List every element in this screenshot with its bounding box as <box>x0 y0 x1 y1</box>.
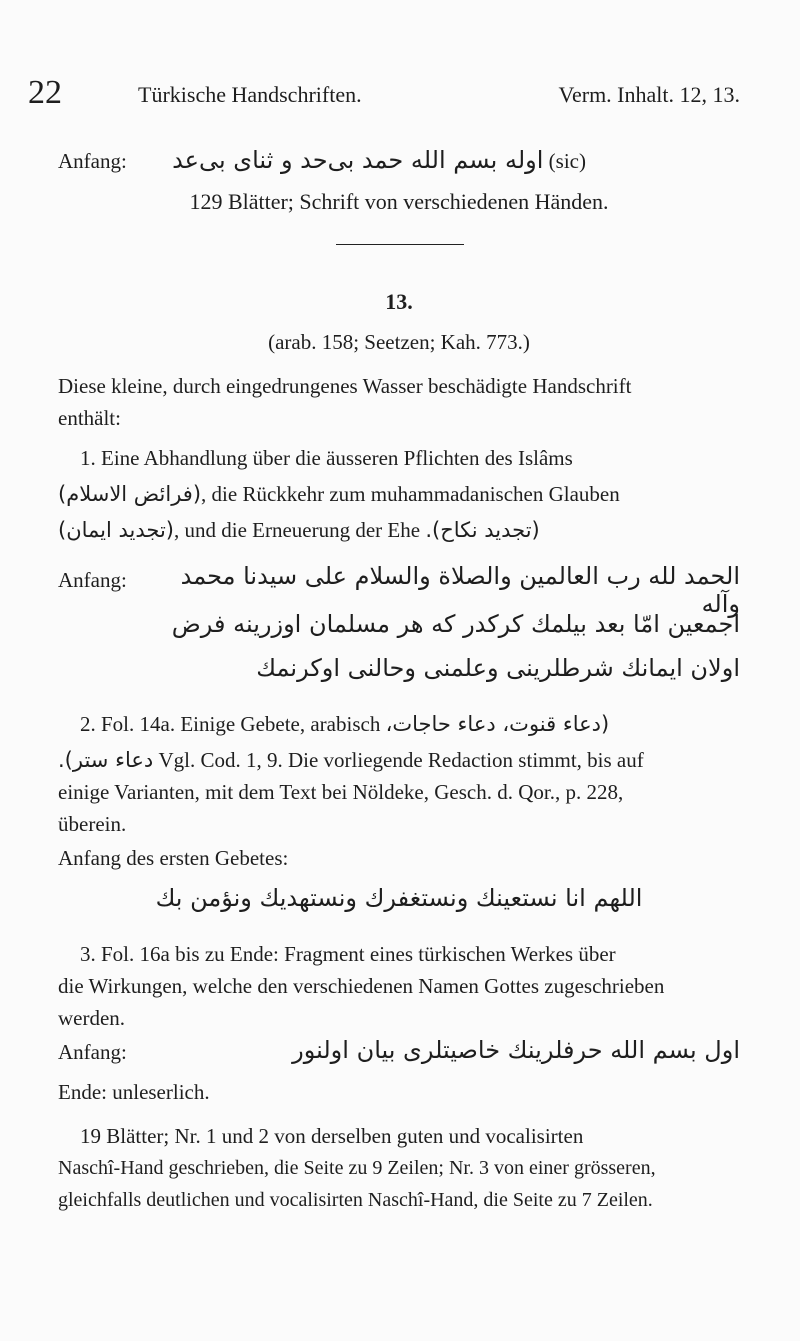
running-title: Türkische Handschriften. <box>138 82 362 107</box>
anfang1-arabic-2: اجمعين امّا بعد بيلمك كركدر كه هر مسلمان اوزرينه فرض <box>171 610 740 638</box>
top-anfang-arabic: اوله بسم الله حمد بی‌حد و ثنای بی‌عد <box>172 146 544 174</box>
item3-line-2: die Wirkungen, welche den verschiedenen Namen Gottes zugeschrieben <box>58 974 665 998</box>
item2-line-1 <box>58 708 740 740</box>
item2-text-2: Vgl. Cod. 1, 9. Die vorliegende Redaction stimmt, bis auf <box>158 748 644 772</box>
item2-arabic-2: دعاء ستر). <box>58 748 154 772</box>
final-line-2: Naschî-Hand geschrieben, die Seite zu 9 Zeilen; Nr. 3 von einer grösseren, <box>58 1157 656 1179</box>
item2-line-2 <box>58 744 740 776</box>
anfang2-arabic: اللهم انا نستعينك ونستغفرك ونستهديك ونؤمن بك <box>155 884 643 912</box>
item2-line-4: überein. <box>58 812 127 836</box>
sic-note: (sic) <box>548 149 586 173</box>
anfang2-label: Anfang des ersten Gebetes: <box>58 846 289 870</box>
item1-line-3 <box>58 514 740 546</box>
item1-arabic-3: (تجديد نكاح). <box>425 518 540 542</box>
top-leaves-note: 129 Blätter; Schrift von verschiedenen Händen. <box>189 189 609 214</box>
entry-number: 13. <box>385 289 413 314</box>
section-divider <box>336 244 464 245</box>
top-anfang-line <box>58 144 740 177</box>
item2-arabic-1: (دعاء قنوت، دعاء حاجات، <box>385 712 610 736</box>
top-anfang-label: Anfang: <box>58 149 127 173</box>
final-line-3: gleichfalls deutlichen und vocalisirten Naschî-Hand, die Seite zu 7 Zeilen. <box>58 1189 653 1211</box>
item2-text-1: 2. Fol. 14a. Einige Gebete, arabisch <box>80 712 381 736</box>
anfang3-arabic: اول بسم الله حرفلرينك خاصيتلرى بيان اولنور <box>292 1036 740 1064</box>
item3-line-3: werden. <box>58 1006 126 1030</box>
item1-arabic-1: (فرائض الاسلام) <box>58 482 202 506</box>
page-number: 22 <box>28 74 62 111</box>
ende-note: Ende: unleserlich. <box>58 1080 210 1104</box>
final-line-1: 19 Blätter; Nr. 1 und 2 von derselben guten und vocalisirten <box>80 1124 584 1148</box>
anfang1-arabic-1: الحمد لله رب العالمين والصلاة والسلام على سيدنا محمد وآله <box>180 562 740 618</box>
item1-arabic-2: (تجديد ايمان) <box>58 518 174 542</box>
item1-text-2: , die Rückkehr zum muhammadanischen Glauben <box>201 482 620 506</box>
item1-line-2 <box>58 478 740 510</box>
anfang1-arabic-3: اولان ايمانك شرطلرينى وعلمنى وحالنى اوكرنمك <box>256 654 740 682</box>
running-header <box>28 74 740 114</box>
item1-line-1: 1. Eine Abhandlung über die äusseren Pflichten des Islâms <box>80 446 573 470</box>
item2-line-3: einige Varianten, mit dem Text bei Nöldeke, Gesch. d. Qor., p. 228, <box>58 780 624 804</box>
entry-source: (arab. 158; Seetzen; Kah. 773.) <box>268 330 530 354</box>
running-section: Verm. Inhalt. 12, 13. <box>558 82 740 107</box>
intro-line-2: enthält: <box>58 406 121 430</box>
anfang1-label: Anfang: <box>58 568 127 592</box>
intro-line-1: Diese kleine, durch eingedrungenes Wasser beschädigte Handschrift <box>58 374 632 398</box>
item1-text-3: , und die Erneuerung der Ehe <box>174 518 421 542</box>
anfang3-label: Anfang: <box>58 1040 127 1064</box>
item3-line-1: 3. Fol. 16a bis zu Ende: Fragment eines türkischen Werkes über <box>80 942 616 966</box>
